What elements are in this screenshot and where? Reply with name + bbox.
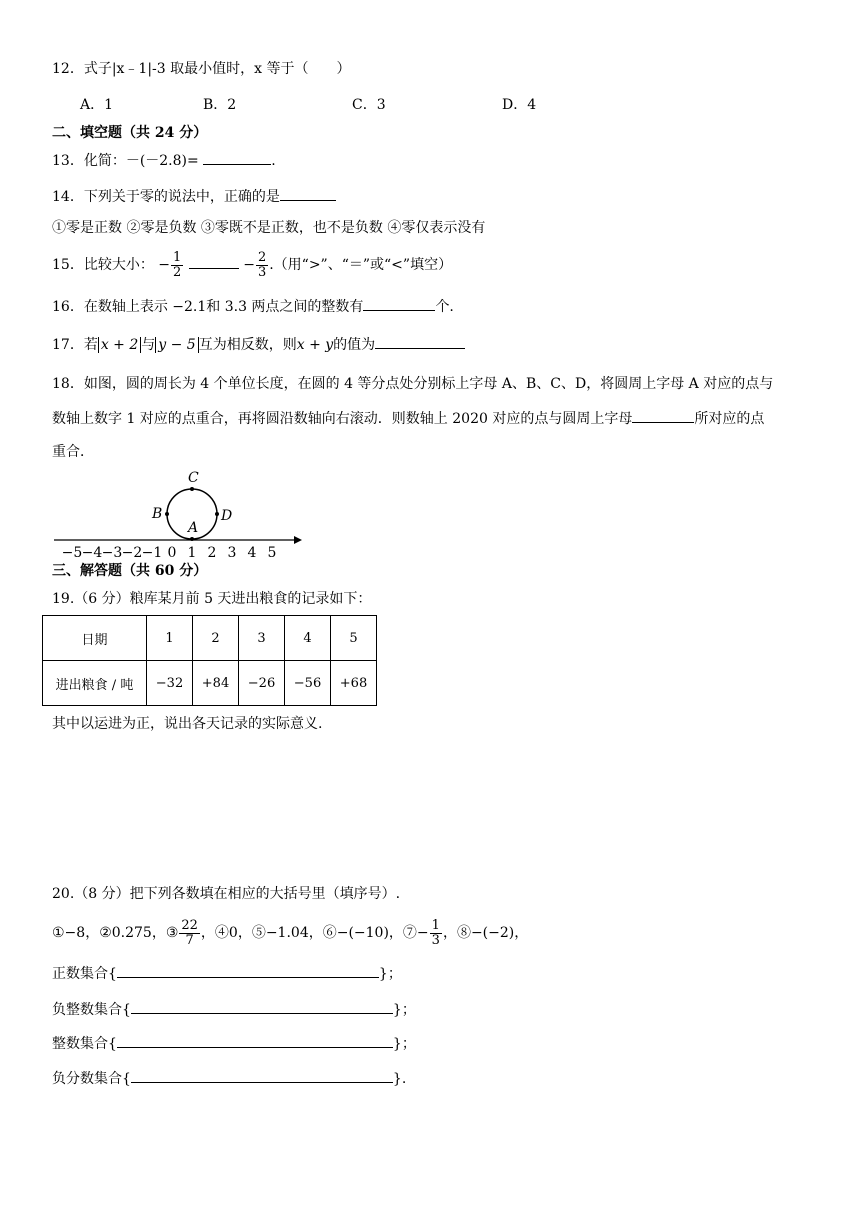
- point-b: [165, 512, 169, 516]
- q20-frac3-num: 22: [181, 917, 198, 933]
- q20-stem: 20.（8 分）把下列各数填在相应的大括号里（填序号）.: [52, 886, 401, 902]
- q20-numbers-part-1: ①−8，②0.275，③: [52, 925, 179, 941]
- q18-line-3: 重合．: [52, 444, 94, 460]
- q17-part-1: 17．若: [52, 337, 98, 353]
- q13-suffix: .: [271, 153, 276, 169]
- table-cell: +68: [331, 661, 377, 706]
- tick-label: 3: [227, 545, 237, 561]
- q20-numbers-part-3: ，⑧−(−2)，: [442, 925, 529, 941]
- q15-fraction-1: [171, 251, 183, 280]
- q18-number-line-figure: [50, 466, 310, 562]
- table-header-cell: 5: [331, 616, 377, 661]
- table-header-cell: 1: [147, 616, 193, 661]
- q17-answer-blank[interactable]: [375, 334, 465, 349]
- set-end: }.: [392, 1071, 407, 1087]
- negative-fraction-set-line: [52, 1068, 406, 1088]
- q17-abs-2: [155, 337, 198, 353]
- tick-label: −3: [101, 545, 123, 561]
- q17-abs-2-expr: y − 5: [158, 337, 196, 353]
- table-cell: −26: [239, 661, 285, 706]
- axis-ticks: [62, 545, 277, 561]
- q15-prefix: 15．比较大小：: [52, 257, 154, 273]
- set-end: }；: [378, 966, 402, 982]
- q15-frac2-num: 2: [257, 249, 267, 265]
- q15: [52, 248, 452, 282]
- point-c: [190, 487, 194, 491]
- table-cell: 进出粮食 / 吨: [43, 661, 147, 706]
- q20-fraction-1-3: [430, 919, 442, 948]
- table-header-cell: 4: [285, 616, 331, 661]
- table-cell: +84: [193, 661, 239, 706]
- table-header-cell: 3: [239, 616, 285, 661]
- q15-fraction-2: [256, 251, 268, 280]
- q18-answer-blank[interactable]: [632, 408, 694, 423]
- set-label: 整数集合{: [52, 1036, 117, 1052]
- table-header-cell: 日期: [43, 616, 147, 661]
- tick-label: −2: [121, 545, 143, 561]
- q15-frac1-sign: −: [158, 257, 171, 273]
- tick-label: 2: [207, 545, 217, 561]
- label-d: D: [221, 508, 233, 524]
- label-a: A: [188, 520, 199, 536]
- q19-instruction: 其中以运进为正，说出各天记录的实际意义.: [52, 716, 323, 732]
- grain-record-table: [42, 615, 377, 706]
- q15-answer-blank[interactable]: [189, 254, 239, 269]
- label-c: C: [188, 470, 199, 486]
- q17-part-4: 的值为: [333, 337, 376, 353]
- q15-frac1-num: 1: [173, 249, 182, 265]
- q15-frac1-den: 2: [173, 264, 182, 280]
- q17: [52, 334, 465, 355]
- set-label: 负整数集合{: [52, 1002, 131, 1018]
- q13-prefix: 13．化简：－(－2.8)=: [52, 153, 199, 169]
- tick-label: 5: [267, 545, 277, 561]
- q12-option-c: C．3: [352, 97, 386, 113]
- q14-stem-line: [52, 186, 336, 207]
- point-d: [215, 512, 219, 516]
- q17-part-3: 互为相反数，则: [198, 337, 297, 353]
- table-cell: −56: [285, 661, 331, 706]
- negative-integer-set-blank[interactable]: [131, 999, 393, 1014]
- tick-label: 4: [247, 545, 257, 561]
- table-header-cell: 2: [193, 616, 239, 661]
- q15-frac2-den: 3: [257, 264, 267, 280]
- tick-label: −5: [61, 545, 83, 561]
- q16-text: 16．在数轴上表示 −2.1和 3.3 两点之间的整数有: [52, 299, 364, 315]
- integer-set-line: [52, 1033, 416, 1053]
- table-row: [43, 661, 377, 706]
- q20-frac3-den: 7: [185, 932, 194, 948]
- q17-abs-1-expr: x + 2: [100, 337, 139, 353]
- tick-label: 1: [187, 545, 197, 561]
- q20-frac4-num: 1: [431, 917, 440, 933]
- table-cell: −32: [147, 661, 193, 706]
- q14-answer-blank[interactable]: [280, 186, 336, 201]
- set-label: 负分数集合{: [52, 1071, 131, 1087]
- negative-fraction-set-blank[interactable]: [131, 1068, 393, 1083]
- q14-choices: ①零是正数 ②零是负数 ③零既不是正数，也不是负数 ④零仅表示没有: [52, 220, 486, 236]
- positive-set-blank[interactable]: [117, 963, 379, 978]
- label-b: B: [152, 506, 163, 522]
- q18-line-2a: 数轴上数字 1 对应的点重合，再将圆沿数轴向右滚动．则数轴上 2020 对应的点与圆周上字母: [52, 411, 633, 427]
- tick-label: 0: [167, 545, 177, 561]
- section-2-heading: 二、填空题（共 24 分）: [52, 125, 208, 141]
- q12-stem: 12．式子|x﹣1|-3 取最小值时，x 等于（ ）: [52, 61, 351, 77]
- set-end: }；: [392, 1036, 416, 1052]
- axis-arrow: [294, 536, 302, 544]
- q20-numbers: [52, 916, 528, 950]
- q18-line-2b: 所对应的点: [694, 411, 765, 427]
- q14-stem: 14．下列关于零的说法中，正确的是: [52, 189, 280, 205]
- integer-set-blank[interactable]: [117, 1033, 393, 1048]
- q18-line-1: 18．如图，圆的周长为 4 个单位长度，在圆的 4 等分点处分别标上字母 A、B、C、D，将圆周上字母 A 对应的点与: [52, 376, 774, 392]
- q16-suffix: 个.: [435, 299, 454, 315]
- tick-label: −1: [141, 545, 163, 561]
- set-end: }；: [392, 1002, 416, 1018]
- set-label: 正数集合{: [52, 966, 117, 982]
- q16: [52, 296, 454, 317]
- table-row: [43, 616, 377, 661]
- q19-stem: 19.（6 分）粮库某月前 5 天进出粮食的记录如下：: [52, 591, 372, 607]
- q12-option-d: D．4: [502, 97, 537, 113]
- tick-label: −4: [81, 545, 103, 561]
- q17-abs-1: [98, 337, 141, 353]
- q17-part-2: 与: [141, 337, 156, 353]
- q13-answer-blank[interactable]: [203, 150, 271, 165]
- q15-frac2-sign: −: [243, 257, 255, 273]
- q13: [52, 150, 276, 171]
- q20-numbers-part-2: ，④0，⑤−1.04，⑥−(−10)，⑦−: [200, 925, 429, 941]
- q17-expr: x + y: [296, 337, 334, 353]
- q12-option-a: A．1: [80, 97, 114, 113]
- q18-line-2: [52, 408, 764, 429]
- negative-integer-set-line: [52, 999, 416, 1019]
- q12-option-b: B．2: [203, 97, 237, 113]
- q16-answer-blank[interactable]: [363, 296, 435, 311]
- section-3-heading: 三、解答题（共 60 分）: [52, 563, 208, 579]
- q20-frac4-den: 3: [431, 932, 440, 948]
- q20-fraction-22-7: [179, 919, 200, 948]
- positive-set-line: [52, 963, 402, 983]
- q15-suffix: .（用“>”、“＝”或“<”填空）: [269, 257, 453, 273]
